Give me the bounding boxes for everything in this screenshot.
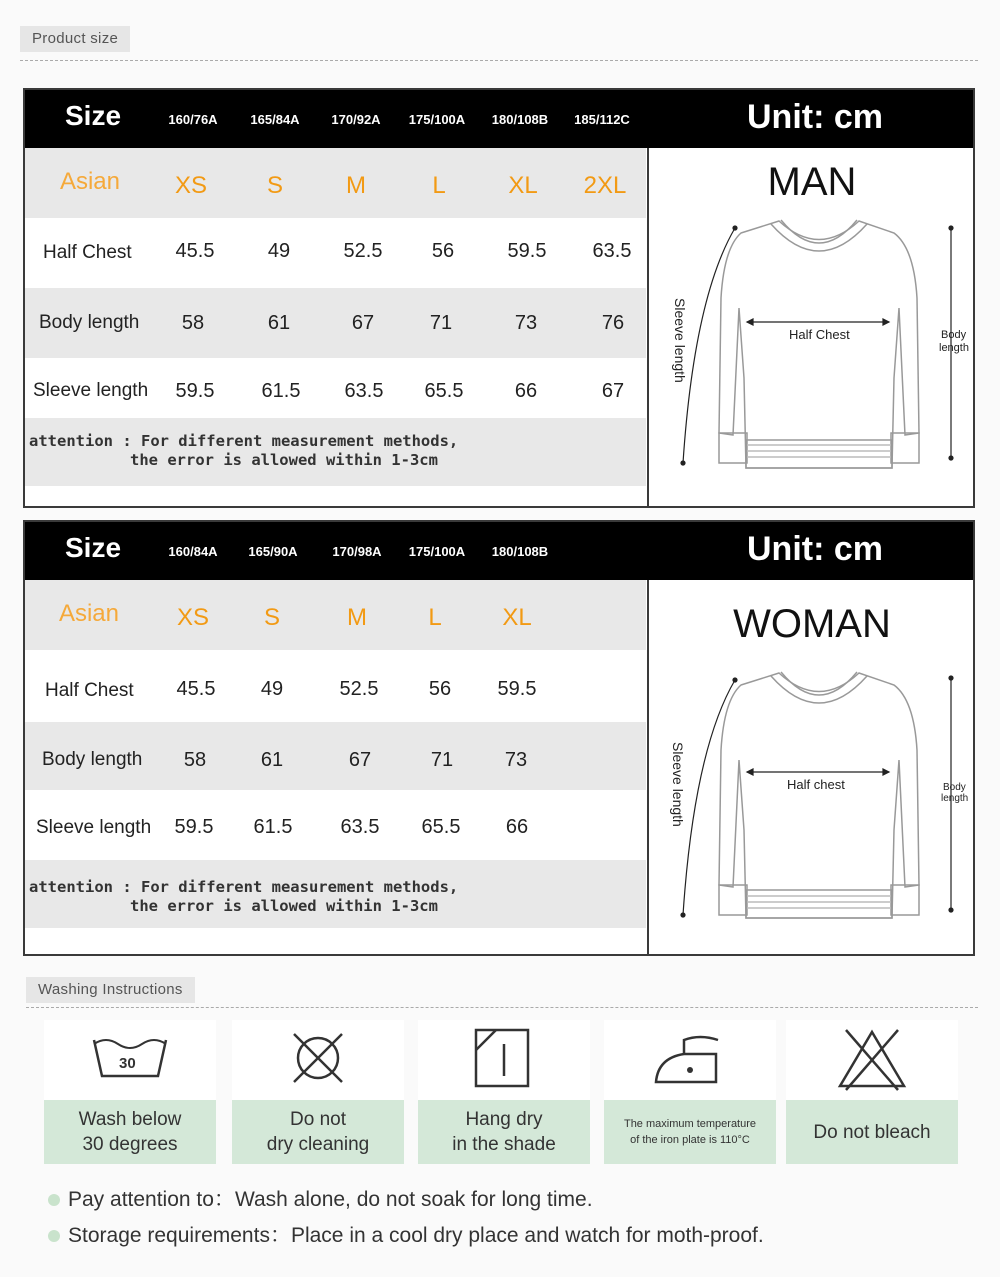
product-size-tag: Product size	[20, 26, 130, 52]
table-cell: 56	[428, 678, 452, 700]
table-cell: 49	[267, 240, 291, 262]
table-row	[25, 790, 646, 860]
attention-note: the error is allowed within 1-3cm	[130, 897, 438, 915]
size-letter: XL	[508, 172, 538, 199]
care-item-no-bleach	[786, 1020, 958, 1164]
size-letter: L	[428, 604, 442, 631]
size-letter: S	[266, 172, 283, 199]
storage-note: Storage requirements：Place in a cool dry place and watch for moth-proof.	[48, 1219, 764, 1249]
table-cell: 61.5	[253, 816, 293, 838]
care-caption: Do not bleach	[786, 1100, 958, 1164]
divider	[20, 60, 978, 61]
table-cell: 67	[348, 749, 372, 771]
half-chest-label: Half chest	[787, 777, 845, 792]
table-cell: 59.5	[174, 816, 214, 838]
man-figure	[647, 148, 975, 506]
size-code: 170/92A	[331, 112, 381, 127]
wash-note: Pay attention to：Wash alone, do not soak for long time.	[48, 1183, 593, 1213]
row-label: Body length	[39, 312, 140, 333]
size-code: 175/100A	[408, 544, 466, 559]
table-cell: 65.5	[424, 380, 464, 402]
care-item-wash	[44, 1020, 216, 1164]
attention-row	[25, 860, 646, 928]
divider	[26, 1007, 978, 1008]
table-cell: 73	[514, 312, 538, 334]
table-cell: 76	[601, 312, 625, 334]
table-cell: 63.5	[340, 816, 380, 838]
table-row	[25, 358, 646, 418]
table-cell: 61.5	[261, 380, 301, 402]
bullet-icon	[48, 1194, 60, 1206]
table-row	[25, 580, 646, 650]
sweater-diagram	[649, 580, 975, 956]
table-cell: 59.5	[507, 240, 547, 262]
gender-label: MAN	[767, 160, 857, 204]
care-item-no-dry-clean	[232, 1020, 404, 1164]
woman-figure	[647, 580, 975, 956]
table-cell: 45.5	[175, 240, 215, 262]
size-heading: Size	[65, 532, 122, 563]
table-cell: 59.5	[497, 678, 537, 700]
size-code: 175/100A	[408, 112, 466, 127]
size-code: 180/108B	[491, 112, 549, 127]
hang-dry-shade-icon	[418, 1020, 590, 1100]
woman-header	[25, 522, 973, 580]
size-code: 160/76A	[168, 112, 218, 127]
table-cell: 66	[514, 380, 538, 402]
size-letter: L	[432, 172, 446, 199]
table-cell: 59.5	[175, 380, 215, 402]
gender-label: WOMAN	[733, 602, 891, 646]
attention-note: attention : For different measurement methods,	[29, 878, 459, 896]
table-cell: 52.5	[343, 240, 383, 262]
row-label: Body length	[42, 749, 143, 770]
attention-note: the error is allowed within 1-3cm	[130, 451, 438, 469]
body-length-label: length	[941, 793, 969, 804]
care-caption: Do not dry cleaning	[232, 1100, 404, 1164]
size-heading: Size	[65, 100, 122, 131]
size-letter: XL	[502, 604, 532, 631]
table-cell: 58	[183, 749, 207, 771]
table-cell: 61	[260, 749, 284, 771]
unit-label: Unit: cm	[747, 530, 883, 568]
row-label: Half Chest	[43, 242, 132, 263]
care-caption: Wash below 30 degrees	[44, 1100, 216, 1164]
size-letter: M	[346, 172, 366, 199]
asian-label: Asian	[59, 168, 121, 195]
woman-size-panel	[23, 520, 975, 956]
table-row	[25, 722, 646, 790]
asian-label: Asian	[58, 600, 120, 627]
table-row	[25, 148, 646, 218]
size-code: 165/84A	[250, 112, 300, 127]
body-length-label: Body	[941, 329, 967, 341]
table-cell: 45.5	[176, 678, 216, 700]
row-label: Sleeve length	[33, 380, 149, 401]
size-letter: 2XL	[583, 172, 627, 199]
iron-110-icon	[604, 1020, 776, 1100]
row-label: Sleeve length	[36, 817, 152, 838]
size-code: 160/84A	[168, 544, 218, 559]
table-cell: 56	[431, 240, 455, 262]
table-cell: 67	[351, 312, 375, 334]
table-cell: 63.5	[344, 380, 384, 402]
table-cell: 58	[181, 312, 205, 334]
size-code: 180/108B	[491, 544, 549, 559]
body-length-label: length	[939, 342, 969, 354]
table-cell: 73	[504, 749, 528, 771]
wash-temperature: 30	[119, 1055, 136, 1072]
row-label: Half Chest	[45, 680, 134, 701]
size-letter: S	[263, 604, 280, 631]
size-letter: XS	[176, 604, 209, 631]
attention-note: attention : For different measurement methods,	[29, 432, 459, 450]
body-length-label: Body	[943, 782, 966, 793]
no-bleach-icon	[786, 1020, 958, 1100]
table-cell: 52.5	[339, 678, 379, 700]
size-code: 165/90A	[248, 544, 298, 559]
no-dry-clean-icon	[232, 1020, 404, 1100]
sleeve-length-label: Sleeve length	[670, 742, 686, 827]
sleeve-length-label: Sleeve length	[672, 298, 688, 383]
care-item-hang-dry	[418, 1020, 590, 1164]
table-cell: 71	[429, 312, 453, 334]
size-code: 170/98A	[332, 544, 382, 559]
table-cell: 65.5	[421, 816, 461, 838]
man-header	[25, 90, 973, 148]
care-caption: Hang dry in the shade	[418, 1100, 590, 1164]
washing-instructions-tag: Washing Instructions	[26, 977, 195, 1003]
man-size-panel	[23, 88, 975, 508]
wash-30-icon	[44, 1020, 216, 1100]
table-cell: 66	[505, 816, 529, 838]
unit-label: Unit: cm	[747, 98, 883, 136]
size-letter: XS	[174, 172, 207, 199]
size-letter: M	[347, 604, 367, 631]
table-cell: 67	[601, 380, 625, 402]
table-cell: 49	[260, 678, 284, 700]
size-code: 185/112C	[574, 112, 630, 127]
half-chest-label: Half Chest	[789, 327, 850, 342]
table-cell: 71	[430, 749, 454, 771]
table-cell: 63.5	[592, 240, 632, 262]
table-row	[25, 288, 646, 358]
bullet-icon	[48, 1230, 60, 1242]
sweater-diagram	[649, 148, 975, 506]
table-cell: 61	[267, 312, 291, 334]
care-item-iron	[604, 1020, 776, 1164]
care-caption: The maximum temperature of the iron plate is 110°C	[604, 1100, 776, 1164]
table-row	[25, 650, 646, 722]
table-row	[25, 218, 646, 288]
attention-row	[25, 418, 646, 486]
